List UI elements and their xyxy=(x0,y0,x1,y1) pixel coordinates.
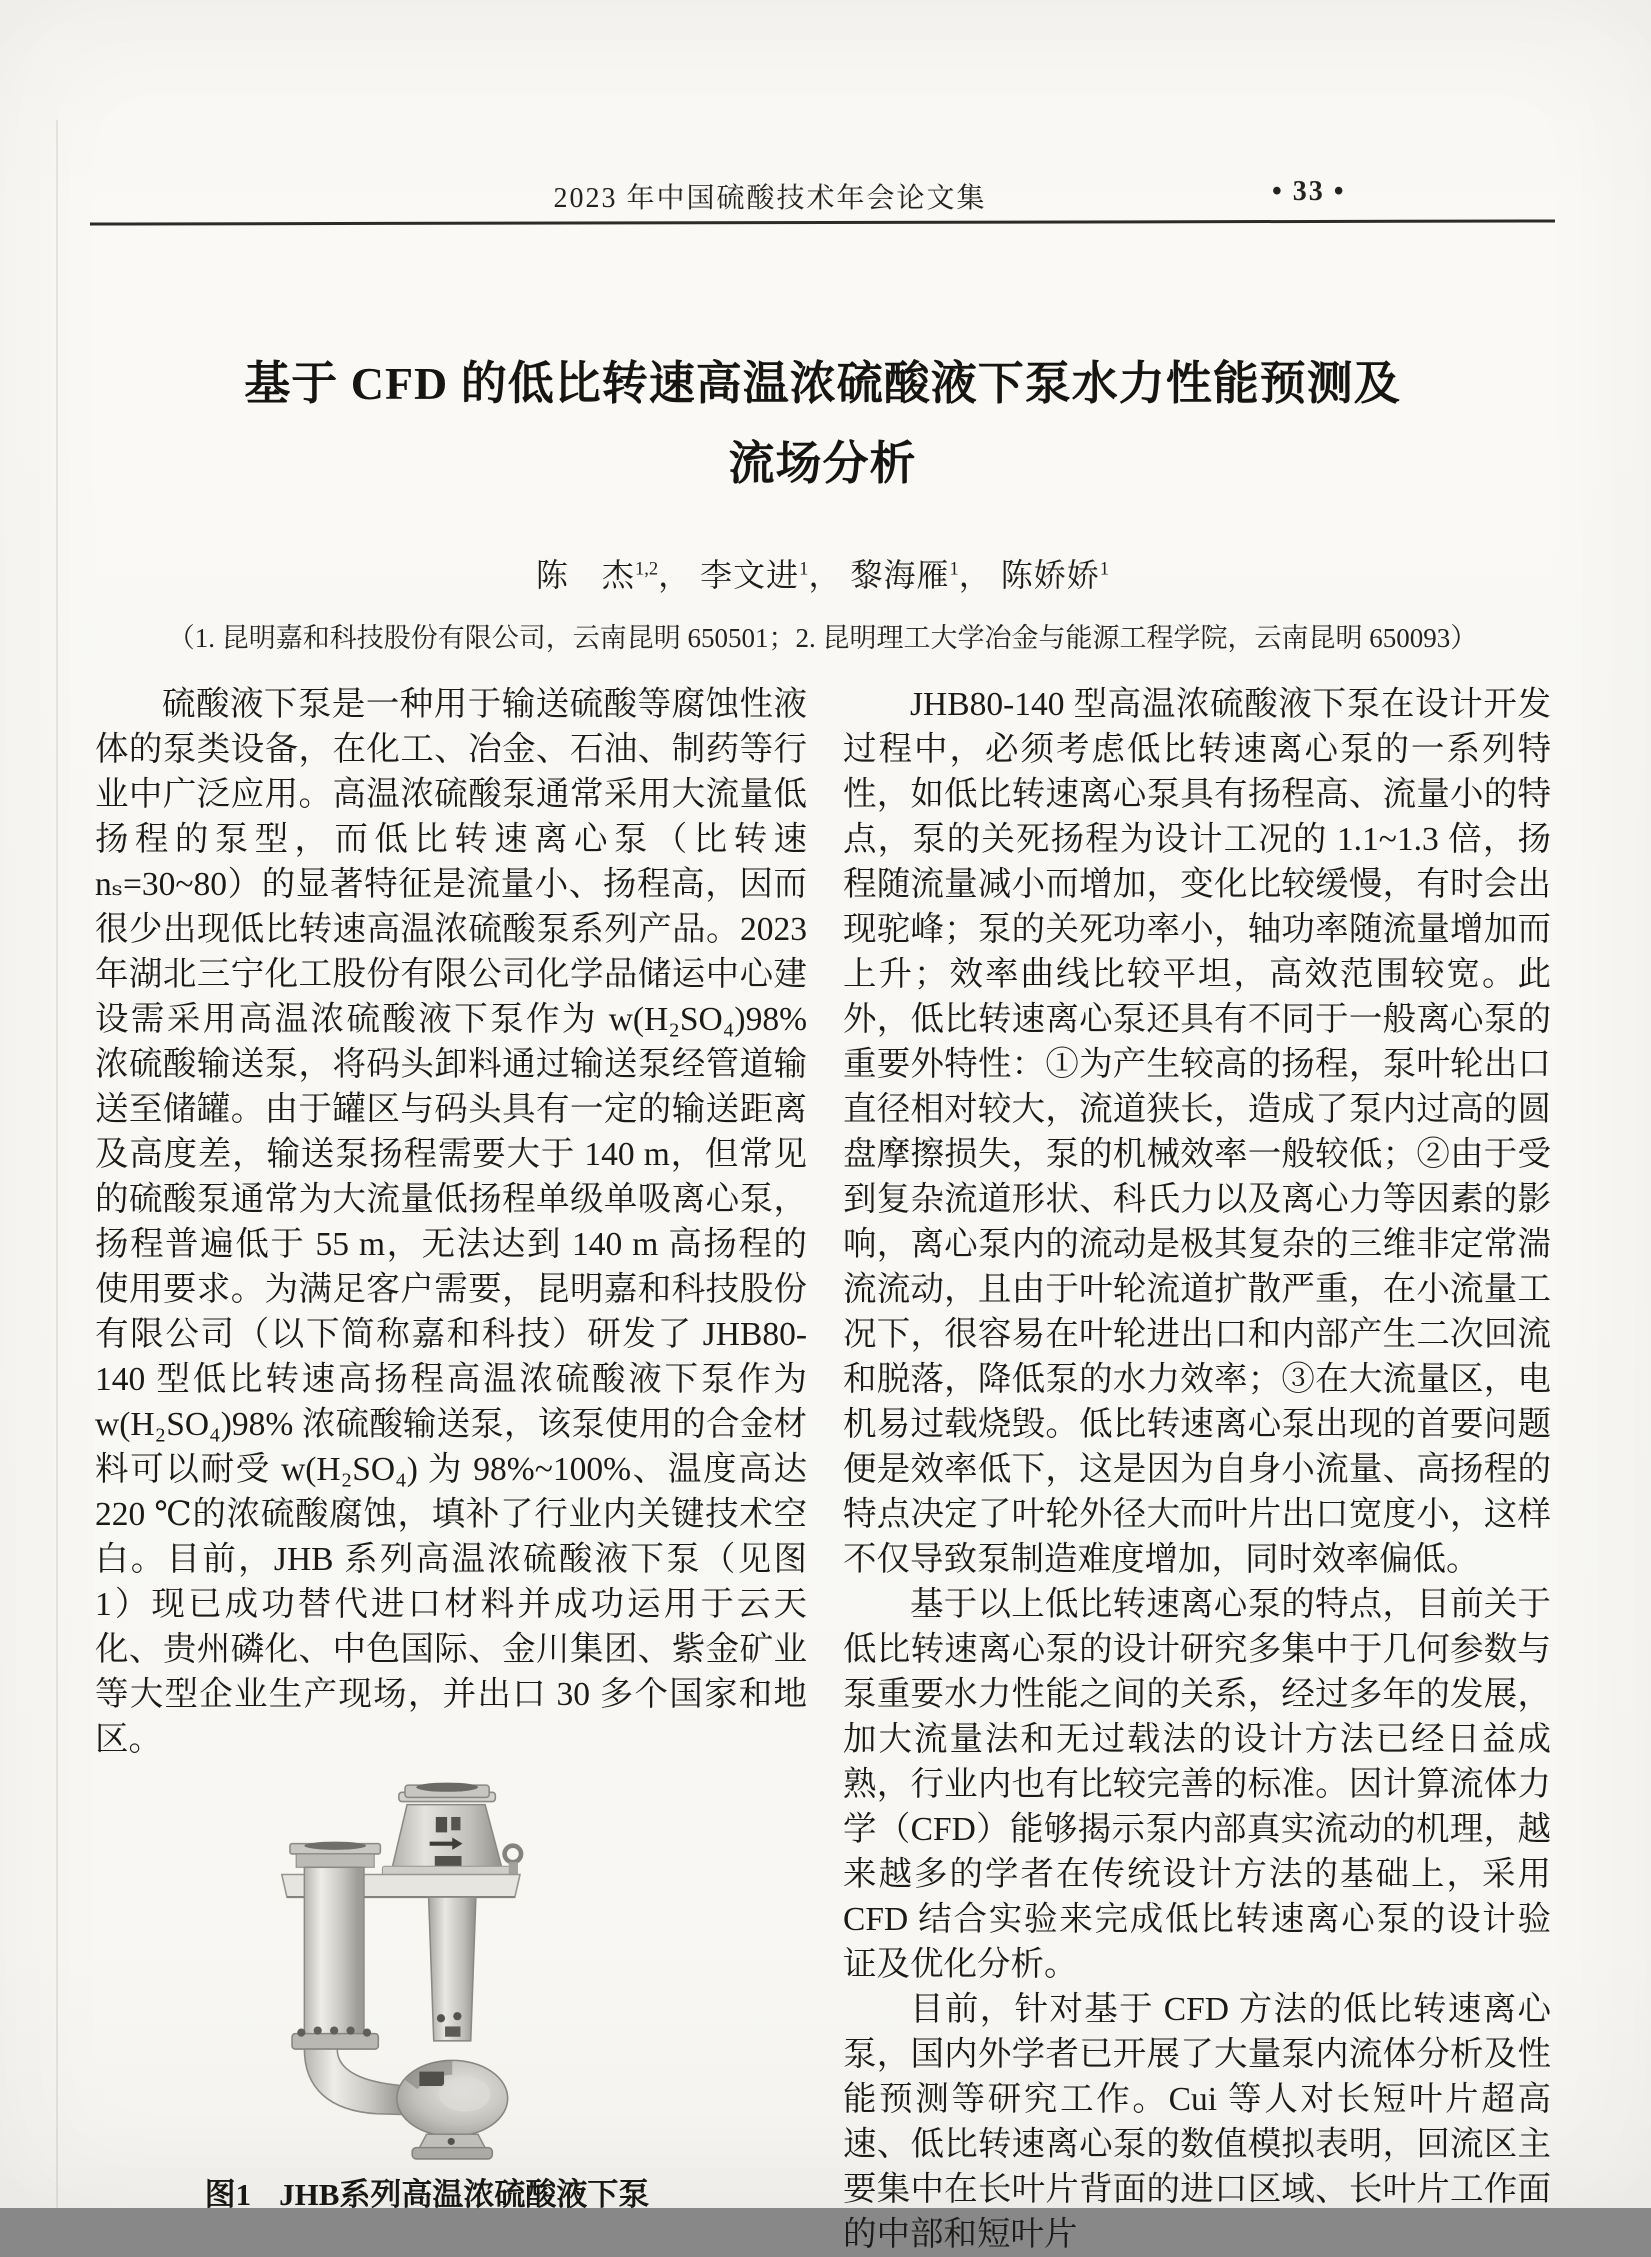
page-number: • 33 • xyxy=(1272,176,1346,207)
author-affiliation-sup: 1 xyxy=(949,558,959,580)
author-affiliation-sup: 1 xyxy=(799,558,809,580)
body-paragraph: 目前，针对基于 CFD 方法的低比转速离心泵，国内外学者已开展了大量泵内流体分析及性能预测等研究工作。Cui 等人对长短叶片超高速、低比转速离心泵的数值模拟表明，回流区主要集中在长叶片背面的进口区域、长叶片工作面的中部和短叶片 xyxy=(843,1991,1551,2253)
left-column xyxy=(95,682,807,2217)
author-name: 黎海雁 xyxy=(850,557,950,593)
figure-1 xyxy=(95,1780,807,2217)
author xyxy=(700,557,841,593)
paper-title-line1: 基于 CFD 的低比转速高温浓硫酸液下泵水力性能预测及 xyxy=(244,358,1401,409)
author-affiliation-sup: 1,2 xyxy=(634,558,659,580)
author-affiliation-sup: 1 xyxy=(1099,558,1110,580)
author-separator: ， xyxy=(958,557,992,593)
figure-caption-text: JHB系列高温浓硫酸液下泵 xyxy=(279,2177,650,2212)
paper-title-line2: 流场分析 xyxy=(728,438,917,489)
journal-title: 2023 年中国硫酸技术年会论文集 xyxy=(553,183,987,214)
author xyxy=(850,557,991,593)
affiliation-line: （1. 昆明嘉和科技股份有限公司，云南昆明 650501；2. 昆明理工大学冶金与能源工程学院，云南昆明 650093） xyxy=(167,623,1478,653)
header-rule xyxy=(90,219,1555,225)
figure-caption-label: 图1 xyxy=(204,2177,252,2212)
figure-caption xyxy=(71,2172,783,2217)
right-column xyxy=(843,682,1551,2257)
scan-edge-artifact xyxy=(56,120,58,2208)
pump-photo-image xyxy=(273,1780,613,2162)
body-paragraph: 硫酸液下泵是一种用于输送硫酸等腐蚀性液体的泵类设备，在化工、冶金、石油、制药等行业中广泛应用。高温浓硫酸泵通常采用大流量低扬程的泵型，而低比转速离心泵（比转速 nₛ=30~80）的显著特征是流量小、扬程高，因而很少出现低比转速高温浓硫酸泵系列产品。2023 年湖北三宁化工股份有限公司化学品储运中心建设需采用高温浓硫酸液下泵作为 w(H₂SO₄)98% 浓硫酸输送泵，将码头卸料通过输送泵经管道输送至储罐。由于罐区与码头具有一定的输送距离及高度差，输送泵扬程需要大于 140 m，但常见的硫酸泵通常为大流量低扬程单级单吸离心泵，扬程普遍低于 55 m，无法达到 140 m 高扬程的使用要求。为满足客户需要，昆明嘉和科技股份有限公司（以下简称嘉和科技）研发了 JHB80-140 型低比转速高扬程高温浓硫酸液下泵作为 w(H₂SO₄)98% 浓硫酸输送泵，该泵使用的合金材料可以耐受 w(H₂SO₄) 为 98%~100%、温度高达 220 ℃的浓硫酸腐蚀，填补了行业内关键技术空白。目前，JHB 系列高温浓硫酸液下泵（见图 1）现已成功替代进口材料并成功运用于云天化、贵州磷化、中色国际、金川集团、紫金矿业等大型企业生产现场，并出口 30 多个国家和地区。 xyxy=(95,686,807,1758)
body-paragraph: 基于以上低比转速离心泵的特点，目前关于低比转速离心泵的设计研究多集中于几何参数与泵重要水力性能之间的关系，经过多年的发展，加大流量法和无过载法的设计方法已经日益成熟，行业内也有比较完善的标准。因计算流体力学（CFD）能够揭示泵内部真实流动的机理，越来越多的学者在传统设计方法的基础上，采用 CFD 结合实验来完成低比转速离心泵的设计验证及优化分析。 xyxy=(843,1586,1551,1983)
author-separator: ， xyxy=(808,557,842,593)
author-name: 陈娇娇 xyxy=(1000,557,1100,593)
body-paragraph: JHB80-140 型高温浓硫酸液下泵在设计开发过程中，必须考虑低比转速离心泵的一系列特性，如低比转速离心泵具有扬程高、流量小的特点，泵的关死扬程为设计工况的 1.1~1.3 倍，扬程随流量减小而增加，变化比较缓慢，有时会出现驼峰；泵的关死功率小，轴功率随流量增加而上升；效率曲线比较平坦，高效范围较宽。此外，低比转速离心泵还具有不同于一般离心泵的重要外特性：①为产生较高的扬程，泵叶轮出口直径相对较大，流道狭长，造成了泵内过高的圆盘摩擦损失，泵的机械效率一般较低；②由于受到复杂流道形状、科氏力以及离心力等因素的影响，离心泵内的流动是极其复杂的三维非定常湍流流动，且由于叶轮流道扩散严重，在小流量工况下，很容易在叶轮进出口和内部产生二次回流和脱落，降低泵的水力效率；③在大流量区，电机易过载烧毁。低比转速离心泵出现的首要问题便是效率低下，这是因为自身小流量、高扬程的特点决定了叶轮外径大而叶片出口宽度小，这样不仅导致泵制造难度增加，同时效率偏低。 xyxy=(843,686,1551,1578)
author xyxy=(1001,557,1109,593)
author xyxy=(536,557,691,593)
author-separator: ， xyxy=(658,557,692,593)
author-name: 李文进 xyxy=(700,557,800,593)
author-line xyxy=(90,550,1555,596)
paper-title xyxy=(90,344,1555,504)
author-name: 陈 杰 xyxy=(535,557,635,593)
